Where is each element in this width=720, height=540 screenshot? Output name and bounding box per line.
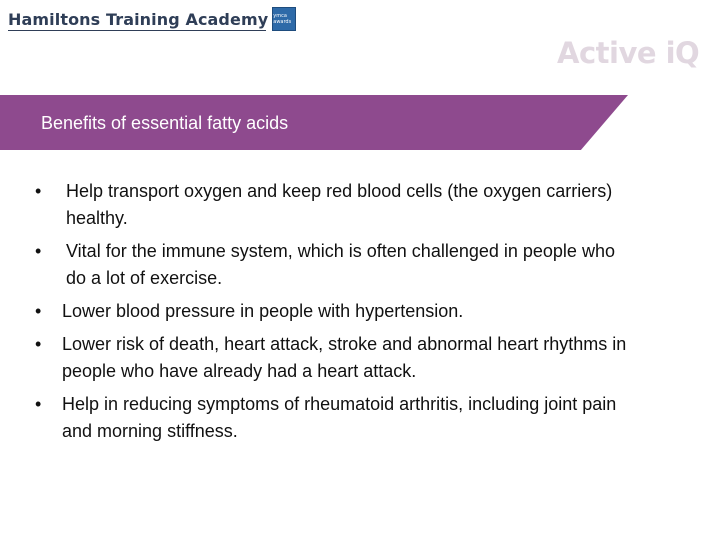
bullet-list	[35, 178, 635, 451]
bullet-item	[35, 178, 635, 232]
hamiltons-logo-text: Hamiltons Training Academy	[8, 9, 269, 29]
bullet-text: Help in reducing symptoms of rheumatoid arthritis, including joint pain and morning stiffness.	[62, 394, 617, 441]
ymca-awards-badge-text: ymca awards	[273, 13, 292, 25]
bullet-text: Vital for the immune system, which is often challenged in people who do a lot of exercise.	[66, 241, 615, 288]
ymca-awards-badge	[272, 7, 296, 31]
active-iq-logo: Active iQ	[557, 36, 700, 70]
bullet-text: Help transport oxygen and keep red blood cells (the oxygen carriers) healthy.	[66, 181, 613, 228]
bullet-item	[35, 298, 635, 325]
bullet-marker: •	[35, 394, 42, 414]
slide-title: Benefits of essential fatty acids	[41, 113, 289, 133]
hamiltons-logo	[8, 6, 296, 32]
bullet-text: Lower blood pressure in people with hypertension.	[62, 301, 464, 321]
bullet-item	[35, 238, 635, 292]
bullet-marker: •	[35, 181, 42, 201]
bullet-text: Lower risk of death, heart attack, stroke and abnormal heart rhythms in people who have already had a heart attack.	[62, 334, 627, 381]
bullet-item	[35, 331, 635, 385]
bullet-marker: •	[35, 241, 42, 261]
bullet-item	[35, 391, 635, 445]
bullet-marker: •	[35, 301, 42, 321]
bullet-marker: •	[35, 334, 42, 354]
logo-underline	[8, 30, 266, 31]
